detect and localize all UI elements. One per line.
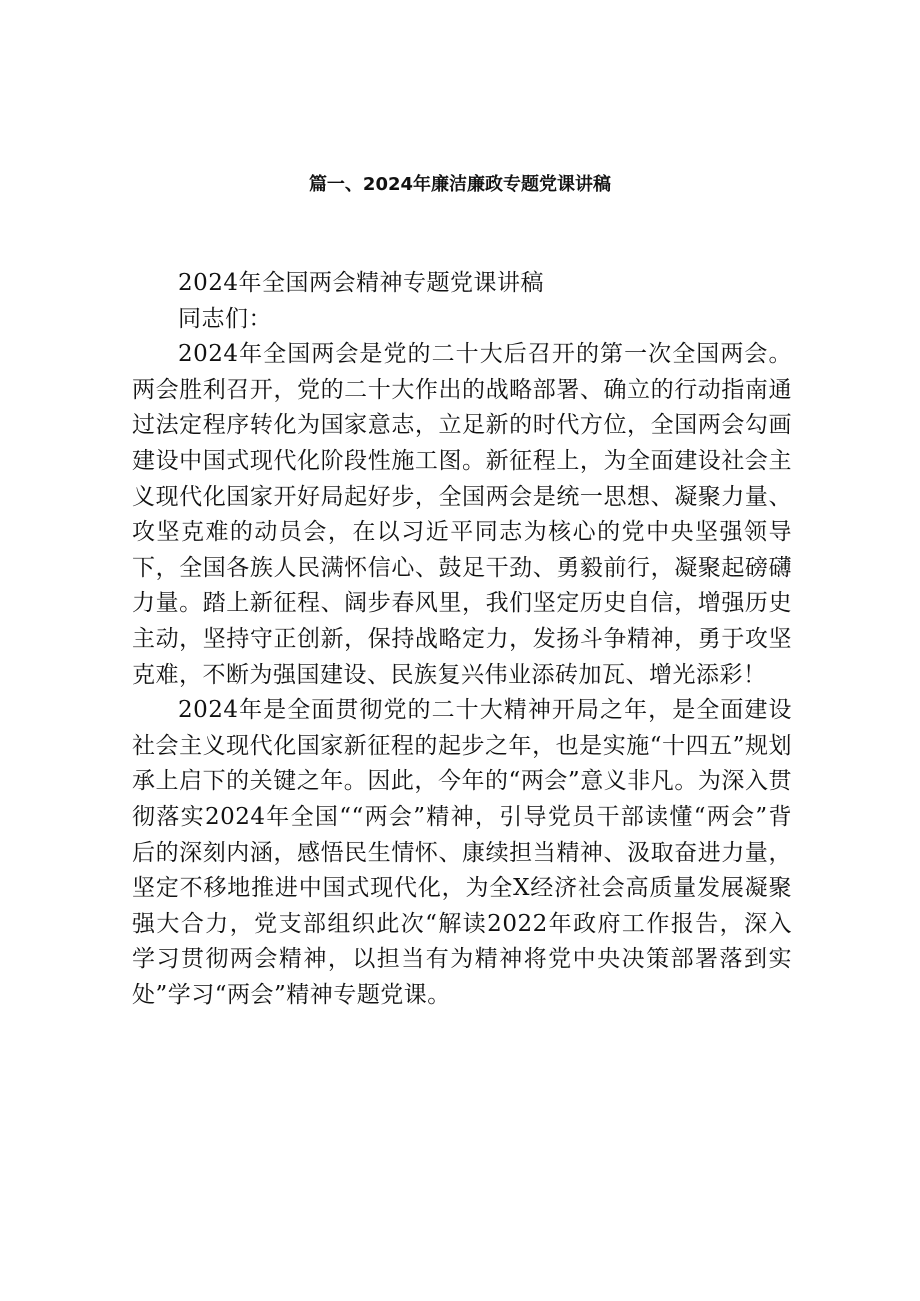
- salutation: 同志们：: [178, 305, 272, 332]
- document-title: 篇一、2024年廉洁廉政专题党课讲稿: [308, 174, 612, 195]
- document-body: [132, 266, 792, 1013]
- paragraph-2: 2024年是全面贯彻党的二十大精神开局之年，是全面建设社会主义现代化国家新征程的起步之年，也是实施“十四五”规划承上启下的关键之年。因此，今年的“两会”意义非凡。为深入贯彻落实2024年全国““两会”精神，引导党员干部读懂“两会”背后的深刻内涵，感悟民生情怀、康续担当精神、汲取奋进力量，坚定不移地推进中国式现代化，为全X经济社会高质量发展凝聚强大合力，党支部组织此次“解读2022年政府工作报告，深入学习贯彻两会精神，以担当有为精神将党中央决策部署落到实处”学习“两会”精神专题党课。: [132, 697, 792, 1008]
- paragraph-1: 2024年全国两会是党的二十大后召开的第一次全国两会。两会胜利召开，党的二十大作出的战略部署、确立的行动指南通过法定程序转化为国家意志，立足新的时代方位，全国两会勾画建设中国式现代化阶段性施工图。新征程上，为全面建设社会主义现代化国家开好局起好步，全国两会是统一思想、凝聚力量、攻坚克难的动员会，在以习近平同志为核心的党中央坚强领导下，全国各族人民满怀信心、鼓足干劲、勇毅前行，凝聚起磅礴力量。踏上新征程、阔步春风里，我们坚定历史自信，增强历史主动，坚持守正创新，保持战略定力，发扬斗争精神，勇于攻坚克难，不断为强国建设、民族复兴伟业添砖加瓦、增光添彩！: [132, 341, 792, 688]
- speech-subtitle: 2024年全国两会精神专题党课讲稿: [178, 270, 545, 296]
